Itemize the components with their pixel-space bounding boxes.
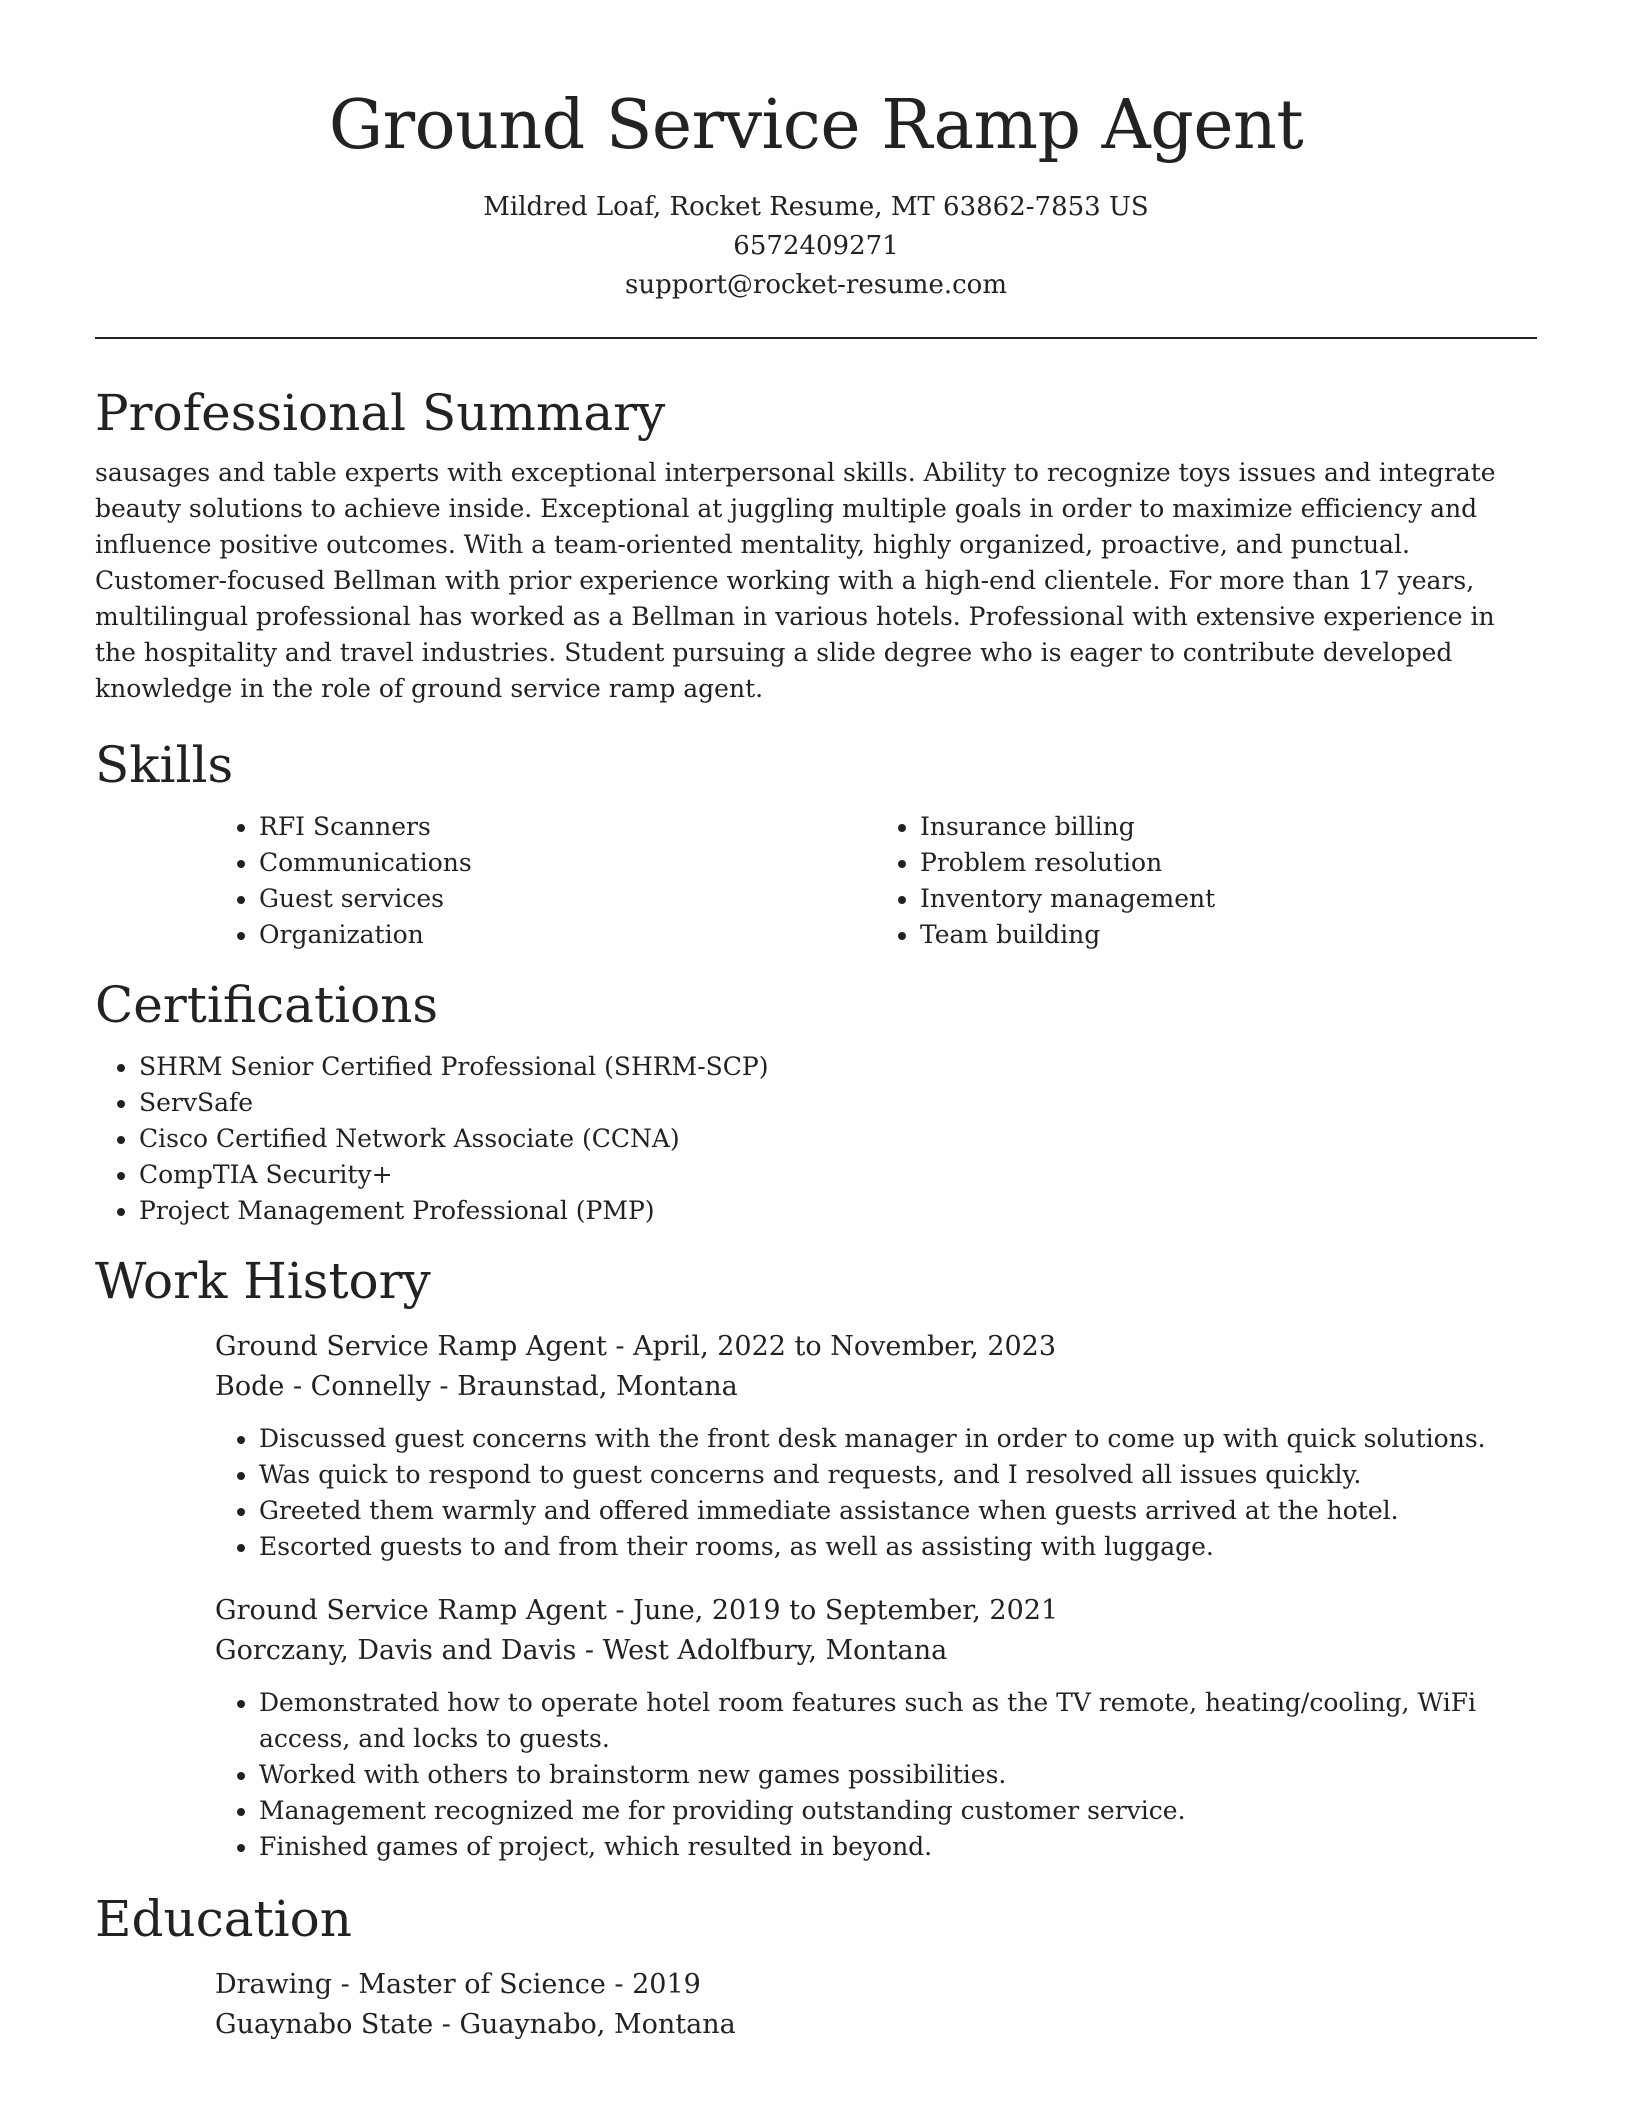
education-entry	[215, 1965, 1537, 2045]
job-bullets	[215, 1421, 1537, 1565]
work-history-title: Work History	[95, 1252, 431, 1310]
job-bullets	[215, 1685, 1537, 1865]
skill-item: • Problem resolution	[920, 845, 1537, 881]
skill-item: • RFI Scanners	[259, 809, 876, 845]
certification-item: • SHRM Senior Certified Professional (SHRM-SCP)	[139, 1049, 1537, 1085]
contact-phone: 6572409271	[733, 231, 899, 261]
skill-item: • Team building	[920, 917, 1537, 953]
skill-item: • Insurance billing	[920, 809, 1537, 845]
job-bullet: • Management recognized me for providing outstanding customer service.	[259, 1793, 1537, 1829]
job-bullet: • Demonstrated how to operate hotel room features such as the TV remote, heating/cooling, WiFi access, and locks to guests.	[259, 1685, 1537, 1757]
education-title: Education	[95, 1890, 352, 1948]
job-entry	[215, 1327, 1537, 1565]
contact-email: support@rocket-resume.com	[624, 270, 1007, 300]
certification-item: • Cisco Certified Network Associate (CCNA)	[139, 1121, 1537, 1157]
certifications-title: Certifications	[95, 976, 439, 1034]
skill-item: • Guest services	[259, 881, 876, 917]
skills-title: Skills	[95, 736, 234, 794]
certification-item: • ServSafe	[139, 1085, 1537, 1121]
certifications-list	[95, 1049, 1537, 1229]
skill-item: • Inventory management	[920, 881, 1537, 917]
job-bullet: • Finished games of project, which resulted in beyond.	[259, 1829, 1537, 1865]
skill-item: • Communications	[259, 845, 876, 881]
job-bullet: • Was quick to respond to guest concerns and requests, and I resolved all issues quickly.	[259, 1457, 1537, 1493]
job-bullet: • Discussed guest concerns with the front desk manager in order to come up with quick solutions.	[259, 1421, 1537, 1457]
job-entry	[215, 1591, 1537, 1865]
job-bullet: • Escorted guests to and from their rooms, as well as assisting with luggage.	[259, 1529, 1537, 1565]
skill-item: • Organization	[259, 917, 876, 953]
job-company-line: Bode - Connelly - Braunstad, Montana	[215, 1371, 738, 1402]
skills-grid	[215, 809, 1537, 953]
work-history-section	[95, 1249, 1537, 1865]
summary-title: Professional Summary	[95, 384, 666, 442]
certification-item: • Project Management Professional (PMP)	[139, 1193, 1537, 1229]
job-title-line: Ground Service Ramp Agent - April, 2022 to November, 2023	[215, 1331, 1057, 1362]
contact-info	[95, 188, 1537, 305]
certification-item: • CompTIA Security+	[139, 1157, 1537, 1193]
summary-text: sausages and table experts with exceptional interpersonal skills. Ability to recognize toys issues and integrate beauty solutions to achieve inside. Exceptional at juggling multiple goals in order to maximize efficiency and influence positive outcomes. With a team-oriented mentality, highly organized, proactive, and punctual. Customer-focused Bellman with prior experience working with a high-end clientele. For more than 17 years, multilingual professional has worked as a Bellman in various hotels. Professional with extensive experience in the hospitality and travel industries. Student pursuing a slide degree who is eager to contribute developed knowledge in the role of ground service ramp agent.	[95, 458, 1496, 703]
education-school-line: Guaynabo State - Guaynabo, Montana	[215, 2009, 736, 2040]
header-divider	[95, 337, 1537, 339]
education-degree-line: Drawing - Master of Science - 2019	[215, 1969, 701, 2000]
certifications-section	[95, 973, 1537, 1229]
job-company-line: Gorczany, Davis and Davis - West Adolfbury, Montana	[215, 1635, 948, 1666]
education-section	[95, 1887, 1537, 2045]
resume-name: Ground Service Ramp Agent	[328, 86, 1304, 165]
contact-address: Mildred Loaf, Rocket Resume, MT 63862-7853 US	[483, 192, 1149, 222]
skills-list-left	[215, 809, 876, 953]
job-title-line: Ground Service Ramp Agent - June, 2019 to September, 2021	[215, 1595, 1059, 1626]
job-bullet: • Greeted them warmly and offered immediate assistance when guests arrived at the hotel.	[259, 1493, 1537, 1529]
skills-section	[95, 733, 1537, 953]
resume-header	[95, 0, 1537, 305]
job-bullet: • Worked with others to brainstorm new games possibilities.	[259, 1757, 1537, 1793]
skills-list-right	[876, 809, 1537, 953]
summary-section	[95, 381, 1537, 707]
